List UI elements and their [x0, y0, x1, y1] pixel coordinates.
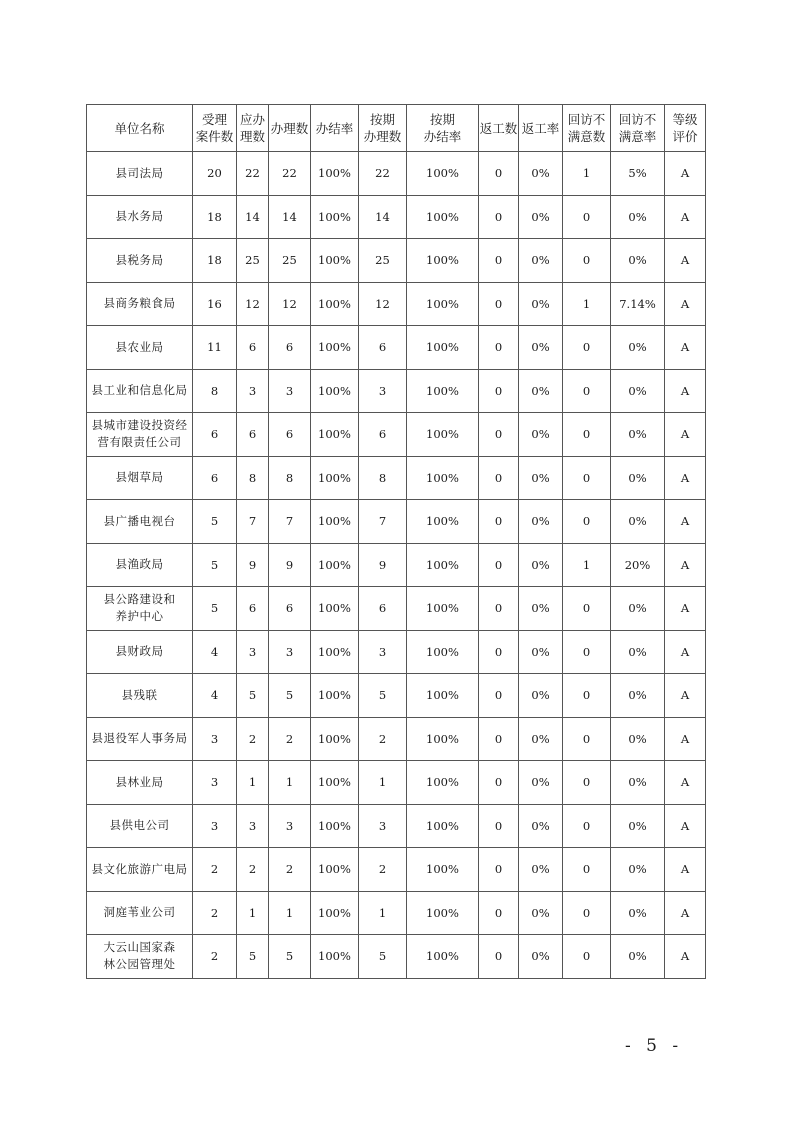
table-cell: 0 [563, 500, 611, 544]
unit-name-cell: 县税务局 [87, 239, 193, 283]
column-header: 回访不 满意数 [563, 105, 611, 152]
table-cell: 100% [407, 848, 479, 892]
table-cell: 0% [611, 804, 665, 848]
table-row [87, 630, 706, 674]
table-cell: 1 [359, 761, 407, 805]
table-cell: 100% [407, 630, 479, 674]
table-row [87, 282, 706, 326]
table-cell: 0% [519, 152, 563, 196]
table-cell: 100% [407, 543, 479, 587]
table-cell: 20 [193, 152, 237, 196]
table-cell: 0% [519, 587, 563, 631]
table-cell: 22 [237, 152, 269, 196]
table-row [87, 195, 706, 239]
table-cell: A [665, 369, 706, 413]
table-cell: 100% [407, 891, 479, 935]
table-cell: 0% [519, 326, 563, 370]
table-row [87, 543, 706, 587]
table-row [87, 848, 706, 892]
table-cell: 100% [311, 848, 359, 892]
table-cell: 0 [479, 326, 519, 370]
table-cell: 0 [479, 674, 519, 718]
unit-name-cell: 洞庭苇业公司 [87, 891, 193, 935]
table-row [87, 717, 706, 761]
table-header-row [87, 105, 706, 152]
table-cell: 0% [519, 674, 563, 718]
table-cell: 0 [563, 630, 611, 674]
table-cell: 100% [311, 543, 359, 587]
table-row [87, 804, 706, 848]
table-cell: 100% [407, 456, 479, 500]
table-cell: 0 [563, 761, 611, 805]
table-cell: 0% [611, 587, 665, 631]
column-header: 单位名称 [87, 105, 193, 152]
table-cell: 0% [519, 630, 563, 674]
table-cell: 0% [611, 195, 665, 239]
table-cell: 0% [519, 761, 563, 805]
table-cell: 0 [479, 239, 519, 283]
table-row [87, 500, 706, 544]
table-cell: 0 [563, 239, 611, 283]
column-header: 等级 评价 [665, 105, 706, 152]
table-cell: 1 [359, 891, 407, 935]
table-cell: A [665, 761, 706, 805]
table-cell: 0 [479, 500, 519, 544]
table-cell: 6 [269, 326, 311, 370]
table-cell: 100% [407, 239, 479, 283]
table-cell: 100% [311, 674, 359, 718]
unit-name-cell: 县供电公司 [87, 804, 193, 848]
table-cell: 18 [193, 195, 237, 239]
table-cell: 100% [311, 587, 359, 631]
table-cell: 3 [269, 804, 311, 848]
table-cell: 100% [311, 804, 359, 848]
table-cell: 6 [359, 587, 407, 631]
unit-name-cell: 县商务粮食局 [87, 282, 193, 326]
table-cell: 0 [479, 761, 519, 805]
column-header: 回访不 满意率 [611, 105, 665, 152]
table-cell: 9 [237, 543, 269, 587]
table-cell: 0 [479, 152, 519, 196]
table-cell: 0% [611, 630, 665, 674]
table-cell: 1 [269, 761, 311, 805]
table-cell: 0 [479, 891, 519, 935]
column-header: 办结率 [311, 105, 359, 152]
table-row [87, 369, 706, 413]
table-cell: 6 [193, 456, 237, 500]
table-cell: 25 [359, 239, 407, 283]
unit-name-cell: 县水务局 [87, 195, 193, 239]
table-cell: 0% [519, 543, 563, 587]
table-row [87, 674, 706, 718]
table-row [87, 935, 706, 979]
table-cell: 12 [237, 282, 269, 326]
table-cell: 0 [479, 543, 519, 587]
table-cell: A [665, 935, 706, 979]
table-cell: 12 [269, 282, 311, 326]
table-cell: 22 [269, 152, 311, 196]
table-cell: A [665, 152, 706, 196]
table-cell: 5 [237, 674, 269, 718]
table-cell: 0% [611, 456, 665, 500]
table-cell: 1 [237, 891, 269, 935]
table-cell: 0 [479, 456, 519, 500]
table-cell: 100% [407, 804, 479, 848]
table-cell: 0% [611, 413, 665, 457]
table-cell: A [665, 630, 706, 674]
table-cell: 0 [563, 674, 611, 718]
column-header: 应办 理数 [237, 105, 269, 152]
table-cell: 100% [311, 413, 359, 457]
table-cell: 0 [563, 413, 611, 457]
table-cell: 9 [359, 543, 407, 587]
table-cell: 2 [237, 848, 269, 892]
table-cell: 0% [611, 369, 665, 413]
table-cell: 100% [311, 630, 359, 674]
table-cell: 6 [359, 413, 407, 457]
table-cell: 2 [237, 717, 269, 761]
table-cell: 100% [311, 891, 359, 935]
table-cell: A [665, 456, 706, 500]
table-cell: A [665, 282, 706, 326]
table-cell: 0% [519, 413, 563, 457]
unit-name-cell: 县退役军人事务局 [87, 717, 193, 761]
table-cell: 25 [237, 239, 269, 283]
table-cell: A [665, 674, 706, 718]
table-cell: 0 [479, 804, 519, 848]
table-cell: 0 [563, 456, 611, 500]
table-cell: 0 [563, 804, 611, 848]
table-cell: 12 [359, 282, 407, 326]
table-cell: 0% [519, 935, 563, 979]
table-cell: 100% [407, 152, 479, 196]
table-cell: 100% [407, 761, 479, 805]
table-cell: 0% [611, 717, 665, 761]
table-cell: 5 [193, 543, 237, 587]
unit-name-cell: 县渔政局 [87, 543, 193, 587]
table-cell: 14 [359, 195, 407, 239]
table-cell: 2 [193, 848, 237, 892]
table-cell: A [665, 587, 706, 631]
page-number: - 5 - [625, 1036, 684, 1056]
table-cell: 100% [407, 326, 479, 370]
table-cell: A [665, 891, 706, 935]
table-cell: 0 [563, 848, 611, 892]
table-row [87, 413, 706, 457]
table-cell: 0% [519, 891, 563, 935]
table-cell: 7.14% [611, 282, 665, 326]
table-cell: 2 [359, 717, 407, 761]
table-cell: 2 [269, 848, 311, 892]
unit-name-cell: 县工业和信息化局 [87, 369, 193, 413]
table-cell: 100% [311, 152, 359, 196]
table-cell: 4 [193, 674, 237, 718]
table-cell: 4 [193, 630, 237, 674]
table-row [87, 239, 706, 283]
table-cell: 100% [311, 717, 359, 761]
unit-name-cell: 县文化旅游广电局 [87, 848, 193, 892]
table-row [87, 587, 706, 631]
unit-name-cell: 县林业局 [87, 761, 193, 805]
table-cell: 0 [479, 369, 519, 413]
table-cell: 5 [237, 935, 269, 979]
table-cell: 11 [193, 326, 237, 370]
table-cell: 14 [237, 195, 269, 239]
table-cell: 6 [193, 413, 237, 457]
table-cell: 2 [269, 717, 311, 761]
table-cell: A [665, 500, 706, 544]
table-cell: 0 [479, 630, 519, 674]
table-cell: 5 [359, 674, 407, 718]
table-cell: 100% [311, 761, 359, 805]
table-cell: 100% [407, 674, 479, 718]
table-row [87, 326, 706, 370]
table-cell: 0% [519, 804, 563, 848]
table-cell: 0 [479, 413, 519, 457]
table-cell: 1 [563, 282, 611, 326]
table-cell: 100% [407, 195, 479, 239]
table-cell: 16 [193, 282, 237, 326]
table-cell: 8 [359, 456, 407, 500]
table-cell: A [665, 195, 706, 239]
table-row [87, 891, 706, 935]
table-cell: A [665, 543, 706, 587]
table-cell: A [665, 717, 706, 761]
table-cell: 3 [359, 369, 407, 413]
unit-name-cell: 大云山国家森 林公园管理处 [87, 935, 193, 979]
table-cell: 100% [407, 413, 479, 457]
table-cell: 0 [479, 195, 519, 239]
table-cell: 0 [479, 587, 519, 631]
table-cell: 3 [237, 369, 269, 413]
column-header: 按期 办结率 [407, 105, 479, 152]
table-cell: 100% [311, 500, 359, 544]
table-cell: 0 [563, 195, 611, 239]
table-cell: 0% [611, 500, 665, 544]
table-cell: 100% [407, 935, 479, 979]
table-cell: 0% [519, 282, 563, 326]
unit-name-cell: 县烟草局 [87, 456, 193, 500]
table-cell: 100% [311, 369, 359, 413]
table-cell: 14 [269, 195, 311, 239]
table-cell: 100% [407, 369, 479, 413]
table-cell: 0 [563, 891, 611, 935]
table-row [87, 152, 706, 196]
table-cell: 2 [359, 848, 407, 892]
table-cell: 3 [193, 761, 237, 805]
table-cell: 3 [269, 369, 311, 413]
table-cell: 0 [563, 326, 611, 370]
table-cell: 2 [193, 891, 237, 935]
table-cell: 8 [237, 456, 269, 500]
table-cell: 0 [563, 587, 611, 631]
table-cell: 0% [519, 500, 563, 544]
table-cell: 20% [611, 543, 665, 587]
table-cell: 100% [311, 282, 359, 326]
table-cell: A [665, 239, 706, 283]
table-cell: 0 [479, 935, 519, 979]
unit-name-cell: 县残联 [87, 674, 193, 718]
table-cell: 0% [519, 195, 563, 239]
table-cell: 3 [359, 630, 407, 674]
unit-name-cell: 县司法局 [87, 152, 193, 196]
table-cell: 2 [193, 935, 237, 979]
table-cell: 0 [563, 717, 611, 761]
table-cell: 0% [611, 935, 665, 979]
table-cell: A [665, 413, 706, 457]
evaluation-table [86, 104, 706, 979]
table-cell: 0 [563, 935, 611, 979]
table-cell: 7 [269, 500, 311, 544]
table-cell: 3 [269, 630, 311, 674]
table-cell: 0% [519, 369, 563, 413]
table-cell: A [665, 326, 706, 370]
table-cell: 0% [611, 239, 665, 283]
table-cell: 7 [237, 500, 269, 544]
table-cell: 6 [237, 413, 269, 457]
table-cell: 5 [269, 674, 311, 718]
table-cell: 3 [359, 804, 407, 848]
table-row [87, 456, 706, 500]
unit-name-cell: 县农业局 [87, 326, 193, 370]
table-cell: 7 [359, 500, 407, 544]
table-cell: 5 [193, 500, 237, 544]
table-cell: A [665, 804, 706, 848]
table-cell: 100% [311, 456, 359, 500]
table-cell: 0% [611, 326, 665, 370]
table-cell: 0% [611, 674, 665, 718]
table-cell: 100% [311, 326, 359, 370]
table-cell: 0 [479, 282, 519, 326]
table-row [87, 761, 706, 805]
table-cell: 8 [193, 369, 237, 413]
column-header: 返工数 [479, 105, 519, 152]
table-cell: 100% [311, 195, 359, 239]
table-cell: 3 [193, 717, 237, 761]
column-header: 返工率 [519, 105, 563, 152]
table-cell: 100% [311, 239, 359, 283]
unit-name-cell: 县城市建设投资经 营有限责任公司 [87, 413, 193, 457]
table-cell: 100% [407, 717, 479, 761]
table-cell: 6 [237, 326, 269, 370]
table-cell: 0% [611, 761, 665, 805]
table-cell: 6 [359, 326, 407, 370]
unit-name-cell: 县广播电视台 [87, 500, 193, 544]
table-cell: 5 [269, 935, 311, 979]
column-header: 受理 案件数 [193, 105, 237, 152]
table-cell: 0 [479, 717, 519, 761]
table-cell: 5% [611, 152, 665, 196]
table-cell: 0 [479, 848, 519, 892]
table-cell: 0 [563, 369, 611, 413]
table-cell: A [665, 848, 706, 892]
table-cell: 0% [519, 717, 563, 761]
table-cell: 0% [519, 848, 563, 892]
table-cell: 1 [269, 891, 311, 935]
table-cell: 1 [563, 152, 611, 196]
table-cell: 6 [269, 587, 311, 631]
table-cell: 22 [359, 152, 407, 196]
table-cell: 25 [269, 239, 311, 283]
table-cell: 100% [407, 500, 479, 544]
table-cell: 100% [407, 587, 479, 631]
table-cell: 1 [237, 761, 269, 805]
unit-name-cell: 县公路建设和 养护中心 [87, 587, 193, 631]
table-cell: 1 [563, 543, 611, 587]
column-header: 办理数 [269, 105, 311, 152]
table-cell: 3 [237, 804, 269, 848]
unit-name-cell: 县财政局 [87, 630, 193, 674]
table-cell: 8 [269, 456, 311, 500]
table-cell: 0% [611, 891, 665, 935]
table-cell: 18 [193, 239, 237, 283]
table-cell: 0% [519, 239, 563, 283]
table-cell: 6 [269, 413, 311, 457]
column-header: 按期 办理数 [359, 105, 407, 152]
table-cell: 0% [611, 848, 665, 892]
table-cell: 100% [407, 282, 479, 326]
table-cell: 3 [193, 804, 237, 848]
table-cell: 9 [269, 543, 311, 587]
table-cell: 5 [193, 587, 237, 631]
table-cell: 6 [237, 587, 269, 631]
table-cell: 3 [237, 630, 269, 674]
table-cell: 5 [359, 935, 407, 979]
table-cell: 100% [311, 935, 359, 979]
table-cell: 0% [519, 456, 563, 500]
